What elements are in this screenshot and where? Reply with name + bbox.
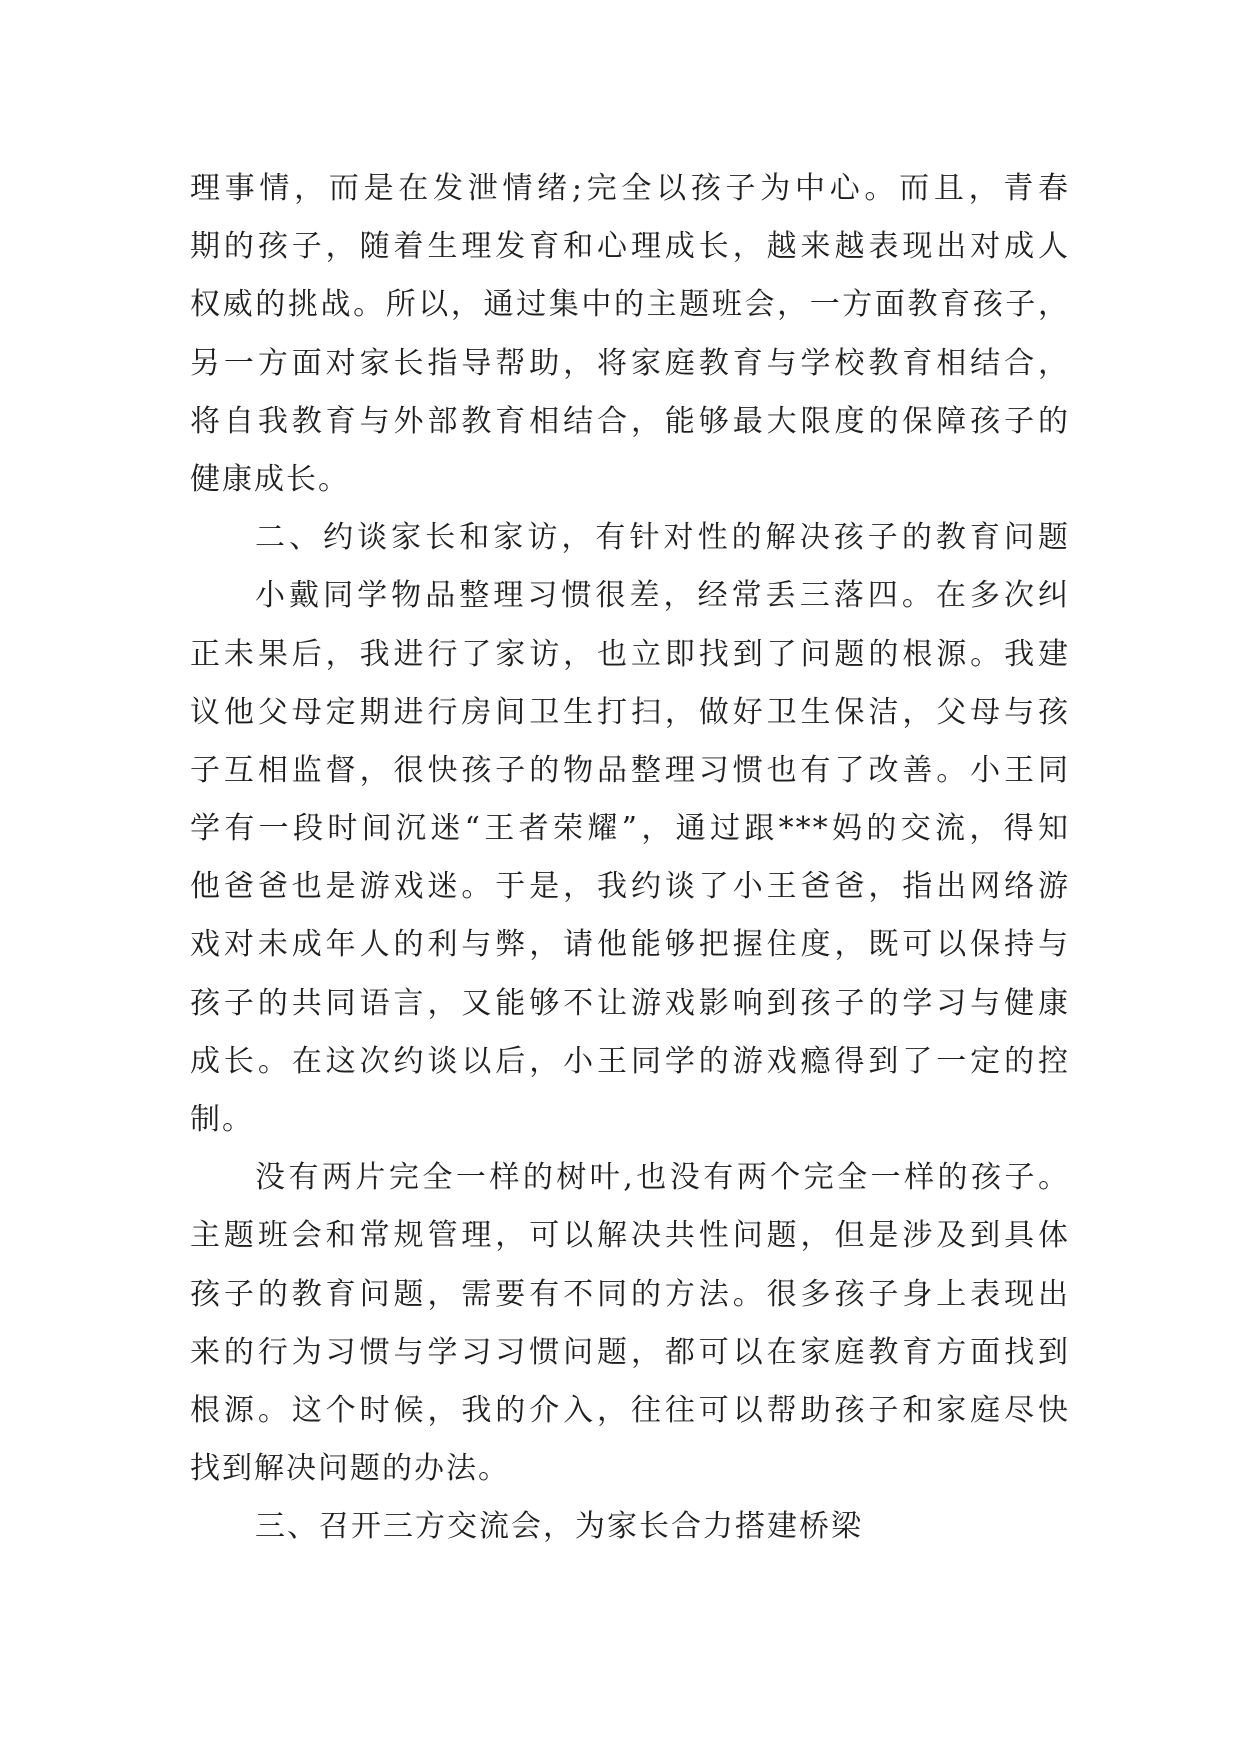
text-line: 期的孩子，随着生理发育和心理成长，越来越表现出对成人: [190, 229, 1070, 265]
text-line: 子互相监督，很快孩子的物品整理习惯也有了改善。小王同: [190, 752, 1070, 788]
text-line: 来的行为习惯与学习习惯问题，都可以在家庭教育方面找到: [190, 1334, 1070, 1370]
text-line: 孩子的共同语言，又能够不让游戏影响到孩子的学习与健康: [190, 985, 1070, 1021]
text-line: 理事情，而是在发泄情绪;完全以孩子为中心。而且，青春: [190, 171, 1070, 206]
text-line: 主题班会和常规管理，可以解决共性问题，但是涉及到具体: [190, 1218, 1070, 1254]
text-line: 戏对未成年人的利与弊，请他能够把握住度，既可以保持与: [190, 927, 1070, 963]
text-line: 另一方面对家长指导帮助，将家庭教育与学校教育相结合，: [190, 345, 1070, 381]
text-line: 他爸爸也是游戏迷。于是，我约谈了小王爸爸，指出网络游: [190, 869, 1070, 905]
text-line: 制。: [190, 1102, 254, 1137]
section-heading: 二、约谈家长和家访，有针对性的解决孩子的教育问题: [255, 520, 1070, 556]
text-line: 找到解决问题的办法。: [190, 1451, 510, 1487]
text-line: 正未果后，我进行了家访，也立即找到了问题的根源。我建: [190, 636, 1070, 672]
text-line: 议他父母定期进行房间卫生打扫，做好卫生保洁，父母与孩: [190, 694, 1070, 730]
paragraph-first-line: 没有两片完全一样的树叶,也没有两个完全一样的孩子。: [255, 1160, 1070, 1196]
text-line: 学有一段时间沉迷“王者荣耀”，通过跟***妈的交流，得知: [190, 811, 1070, 847]
document-body: [190, 160, 1070, 1557]
text-line: 孩子的教育问题，需要有不同的方法。很多孩子身上表现出: [190, 1276, 1070, 1312]
text-line: 成长。在这次约谈以后，小王同学的游戏瘾得到了一定的控: [190, 1043, 1070, 1079]
text-line: 根源。这个时候，我的介入，往往可以帮助孩子和家庭尽快: [190, 1392, 1070, 1428]
section-heading: 三、召开三方交流会，为家长合力搭建桥梁: [255, 1509, 863, 1545]
text-line: 权威的挑战。所以，通过集中的主题班会，一方面教育孩子，: [190, 287, 1070, 323]
paragraph-first-line: 小戴同学物品整理习惯很差，经常丢三落四。在多次纠: [255, 578, 1070, 614]
text-line: 健康成长。: [190, 461, 350, 497]
text-line: 将自我教育与外部教育相结合，能够最大限度的保障孩子的: [190, 403, 1070, 439]
